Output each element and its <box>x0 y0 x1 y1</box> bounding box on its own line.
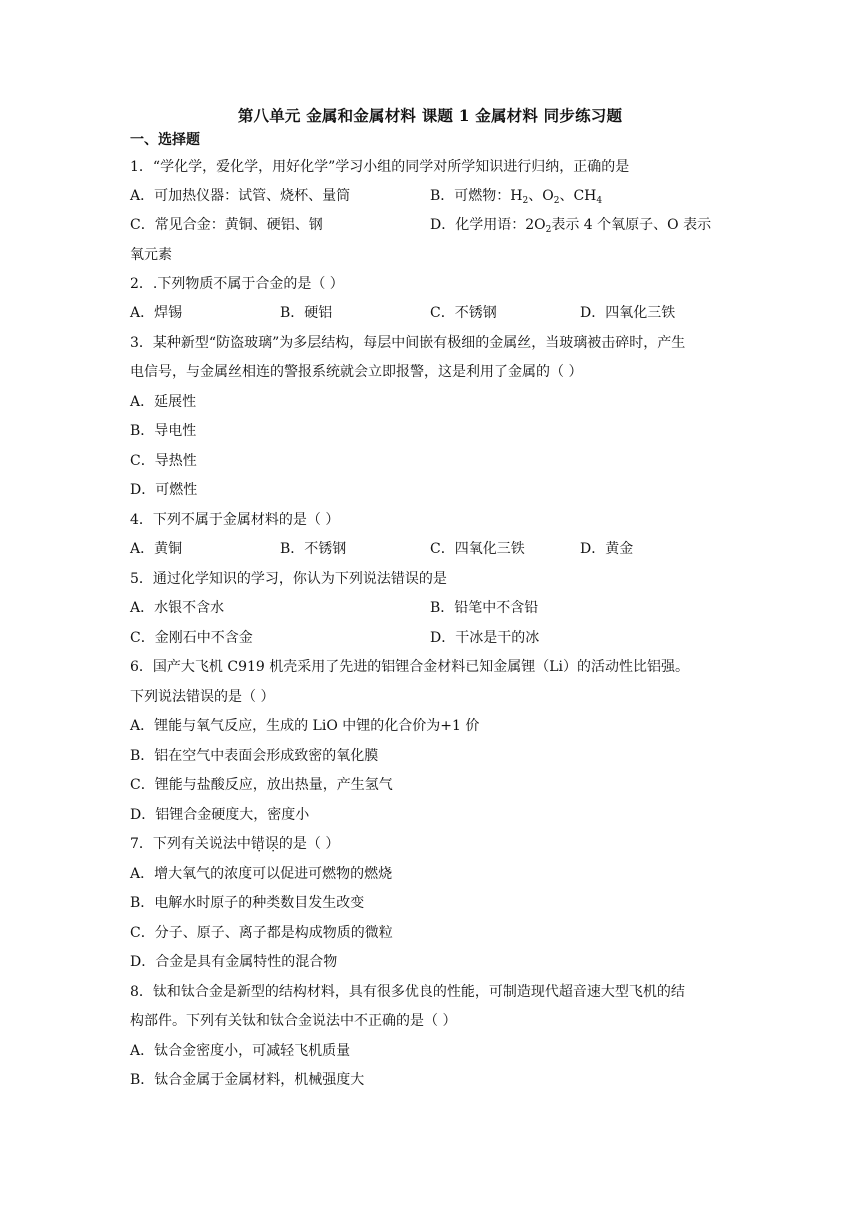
question-3-option-d: D．可燃性 <box>130 482 198 498</box>
question-4-option-c: C．四氧化三铁 <box>430 541 525 557</box>
question-6-option-a: A．锂能与氧气反应，生成的 LiO 中锂的化合价为+1 价 <box>130 718 480 734</box>
question-1-option-d-continued: 氧元素 <box>130 247 172 263</box>
question-5-option-a: A．水银不含水 <box>130 600 225 616</box>
question-8-stem-line-1: 8．钛和钛合金是新型的结构材料，具有很多优良的性能，可制造现代超音速大型飞机的结 <box>130 984 685 1000</box>
question-5-option-c: C．金刚石中不含金 <box>130 630 253 646</box>
question-5-stem: 5．通过化学知识的学习，你认为下列说法错误的是 <box>130 571 447 587</box>
question-6-stem-line-1: 6．国产大飞机 C919 机壳采用了先进的铝锂合金材料已知金属锂（Li）的活动性比铝强。 <box>130 659 690 675</box>
question-8-option-a: A．钛合金密度小，可减轻飞机质量 <box>130 1043 351 1059</box>
emphasis-dot-char: 错 <box>250 836 265 852</box>
question-6-stem-line-2: 下列说法错误的是（ ） <box>130 689 275 705</box>
question-7-option-a: A．增大氧气的浓度可以促进可燃物的燃烧 <box>130 866 393 882</box>
question-3-option-a: A．延展性 <box>130 394 197 410</box>
question-2-option-a: A．焊锡 <box>130 305 183 321</box>
question-1-option-d: D．化学用语：$2O_2$表示 4 个氧原子、O 表示 <box>430 217 712 235</box>
question-3-stem-line-2: 电信号，与金属丝相连的警报系统就会立即报警，这是利用了金属的（ ） <box>130 364 583 380</box>
question-7-stem: 7．下列有关说法中错误的是（ ） <box>130 836 340 852</box>
document-title: 第八单元 金属和金属材料 课题 1 金属材料 同步练习题 <box>237 106 623 125</box>
question-1-option-c: C．常见合金：黄铜、硬铝、钢 <box>130 217 323 233</box>
question-1-option-a: A．可加热仪器：试管、烧杯、量筒 <box>130 188 351 204</box>
question-3-stem-line-1: 3．某种新型“防盗玻璃”为多层结构，每层中间嵌有极细的金属丝，当玻璃被击碎时，产生 <box>130 335 686 351</box>
question-3-option-b: B．导电性 <box>130 423 197 439</box>
question-1-option-b: B．可燃物：$H_2$、$O_2$、$CH_4$ <box>430 188 603 206</box>
question-8-stem-line-2: 构部件。下列有关钛和钛合金说法中不正确的是（ ） <box>130 1013 457 1029</box>
question-2-option-c: C．不锈钢 <box>430 305 497 321</box>
question-5-option-d: D．干冰是干的冰 <box>430 630 540 646</box>
emphasis-dot-char: 误 <box>264 836 279 852</box>
question-4-option-d: D．黄金 <box>580 541 634 557</box>
question-6-option-d: D．铝锂合金硬度大，密度小 <box>130 807 310 823</box>
section-heading: 一、选择题 <box>130 132 200 148</box>
question-1-stem: 1．“学化学，爱化学，用好化学”学习小组的同学对所学知识进行归纳，正确的是 <box>130 159 630 175</box>
question-7-option-c: C．分子、原子、离子都是构成物质的微粒 <box>130 925 393 941</box>
question-2-option-b: B．硬铝 <box>280 305 333 321</box>
question-4-stem: 4．下列不属于金属材料的是（ ） <box>130 512 340 528</box>
question-6-option-b: B．铝在空气中表面会形成致密的氧化膜 <box>130 748 379 764</box>
question-3-option-c: C．导热性 <box>130 453 197 469</box>
question-4-option-a: A．黄铜 <box>130 541 183 557</box>
question-5-option-b: B．铅笔中不含铅 <box>430 600 539 616</box>
question-8-option-b: B．钛合金属于金属材料，机械强度大 <box>130 1072 365 1088</box>
question-2-option-d: D．四氧化三铁 <box>580 305 676 321</box>
question-6-option-c: C．锂能与盐酸反应，放出热量，产生氢气 <box>130 777 393 793</box>
question-7-option-d: D．合金是具有金属特性的混合物 <box>130 954 338 970</box>
question-7-option-b: B．电解水时原子的种类数目发生改变 <box>130 895 365 911</box>
question-2-stem: 2．.下列物质不属于合金的是（ ） <box>130 276 344 292</box>
question-4-option-b: B．不锈钢 <box>280 541 347 557</box>
